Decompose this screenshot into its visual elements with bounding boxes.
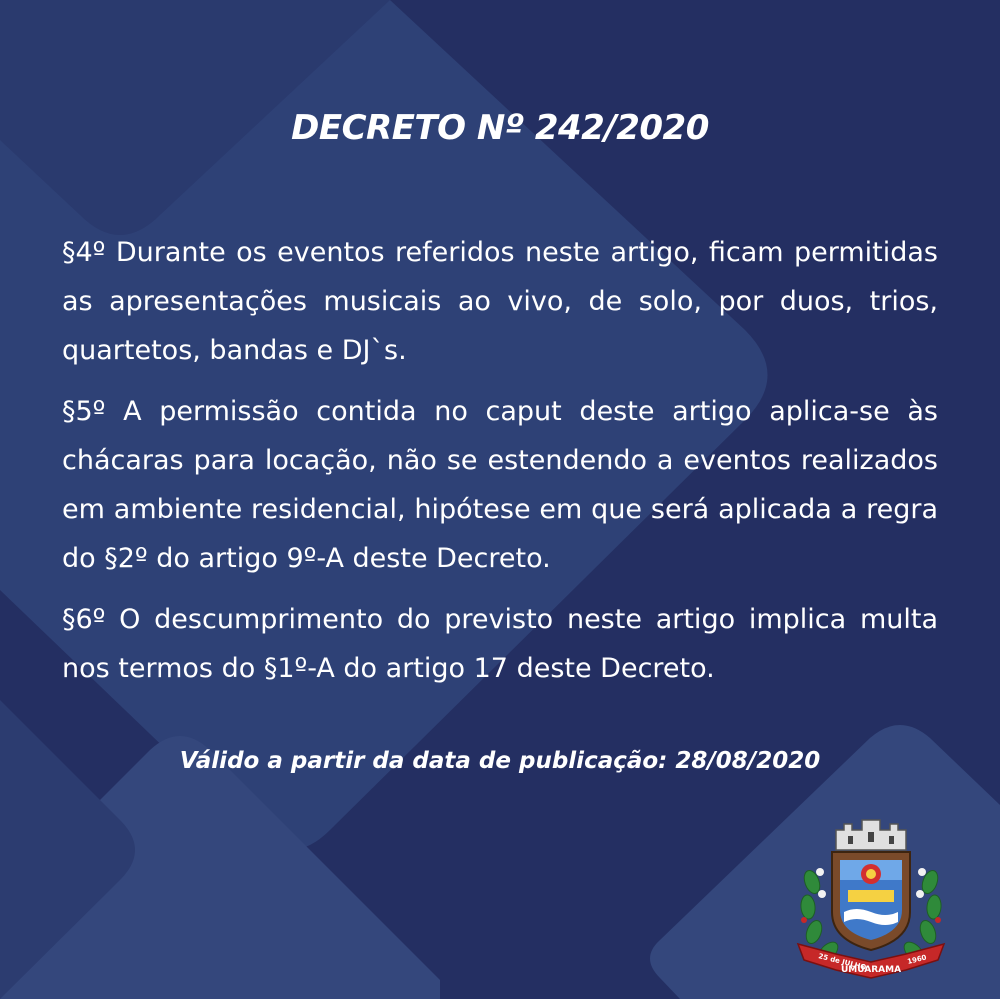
crest-banner-right: 1960 <box>906 953 928 966</box>
crest-banner-left: 25 de JULHO <box>817 952 867 972</box>
decree-body <box>62 228 938 705</box>
umuarama-coat-of-arms-icon <box>796 812 946 980</box>
page-title: DECRETO Nº 242/2020 <box>291 108 709 148</box>
crest-banner-center: UMUARAMA <box>840 965 902 975</box>
paragraph-5: §5º A permissão contida no caput deste artigo aplica-se às chácaras para locação, não se estendendo a eventos realizados em ambiente residencial, hipótese em que será aplicada a regra do §2º do artigo 9º-A deste Decreto. <box>62 396 938 574</box>
validity-note: Válido a partir da data de publicação: 28/08/2020 <box>179 748 821 774</box>
paragraph-6: §6º O descumprimento do previsto neste artigo implica multa nos termos do §1º-A do artigo 17 deste Decreto. <box>62 604 938 684</box>
paragraph-4: §4º Durante os eventos referidos neste artigo, ficam permitidas as apresentações musicais ao vivo, de solo, por duos, trios, quartetos, bandas e DJ`s. <box>62 237 938 366</box>
